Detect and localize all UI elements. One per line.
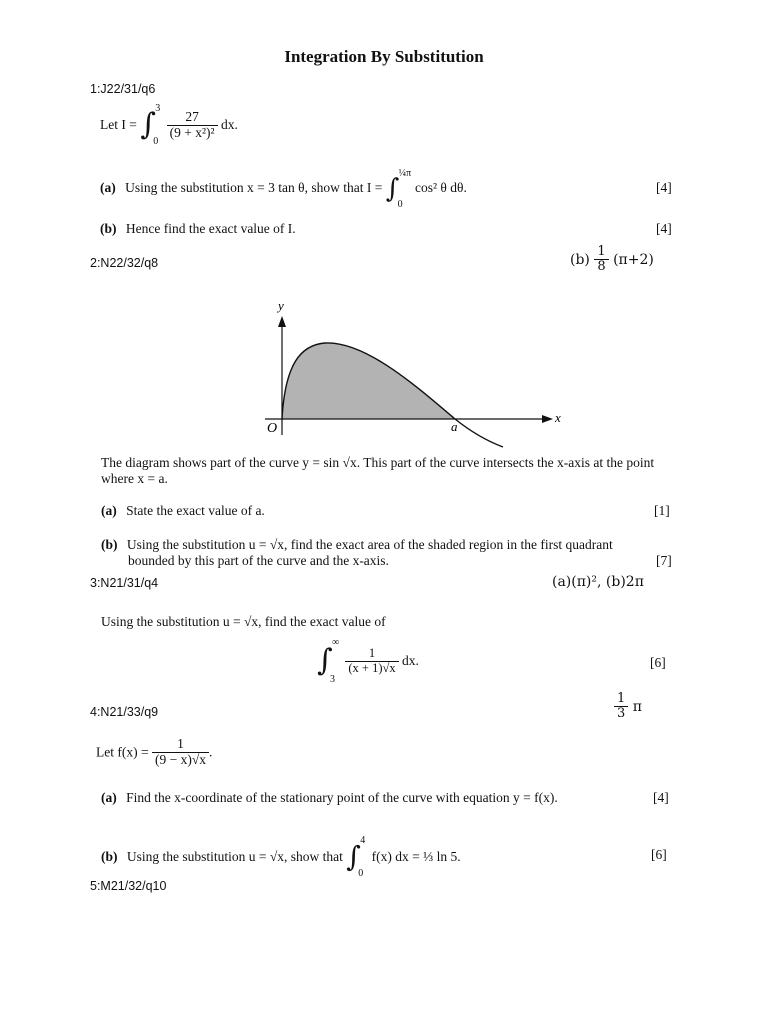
q2-part-b (101, 537, 613, 553)
q2-text-2: where x = a. (101, 471, 168, 486)
integral-sign: ∫ (317, 643, 333, 678)
q2-b-text-1: Using the substitution u = √x, find the exact area of the shaded region in the first quadrant (126, 537, 613, 552)
q1-a-integrand: cos² θ dθ. (414, 180, 467, 196)
q4-definition: Let f(x) = $\frac{1}{(9 - x)√x}$ . (96, 736, 213, 767)
q1-definition (100, 105, 238, 145)
q4-part-a (101, 790, 558, 806)
q4-b-text: Using the substitution u = √x, show that (126, 849, 343, 864)
q1-let: Let I = (100, 117, 137, 132)
question-2-ref: 2:N22/32/q8 (90, 256, 159, 270)
q1-answer-den: 8 (597, 259, 606, 275)
q1-answer-num: 1 (594, 245, 608, 260)
q1-part-b (100, 221, 296, 237)
origin-label: O (267, 421, 278, 436)
q2-b-text-2: bounded by this part of the curve and the x-axis. (128, 553, 389, 568)
q1-numerator: 27 (167, 110, 218, 126)
q4-a-marks: [4] (653, 790, 669, 805)
q4-let: Let f(x) = (96, 744, 149, 760)
q3-text: Using the substitution u = √x, find the exact value of (101, 614, 386, 629)
y-axis-label: y (278, 298, 284, 313)
q3-denominator: (x + 1)√x (348, 660, 396, 675)
q2-part-a (101, 503, 265, 519)
point-a-label: a (451, 419, 458, 434)
q1-answer (570, 245, 654, 275)
q1-b-text: Hence find the exact value of I. (125, 221, 296, 236)
q3-upper-limit: ∞ (332, 637, 340, 648)
q4-denominator: (9 − x)√x (154, 751, 206, 767)
question-3-ref: 3:N21/31/q4 (90, 576, 159, 590)
q2-a-label: (a) (101, 503, 117, 518)
q2-answer: (a)(π)², (b)2π (552, 574, 644, 590)
integral-sign: ∫ (385, 174, 400, 204)
q1-part-a (100, 168, 467, 210)
q1-answer-suffix: (π+2) (613, 251, 654, 268)
q2-b-label: (b) (101, 537, 118, 552)
page-title: Integration By Substitution (284, 47, 484, 66)
q1-denominator: (9 + x²)² (169, 124, 215, 140)
q2-b-marks: [7] (656, 553, 672, 568)
q3-integral (317, 637, 419, 685)
q3-dx: dx. (402, 653, 419, 668)
x-axis-arrow (542, 415, 553, 423)
q2-a-marks: [1] (654, 503, 670, 518)
q1-answer-prefix: (b) (570, 251, 590, 268)
integral-sign: ∫ (140, 107, 156, 142)
q1-a-lower-limit: 0 (397, 199, 403, 210)
q4-a-label: (a) (101, 790, 117, 805)
q1-b-label: (b) (100, 221, 117, 236)
q4-b-upper-limit: 4 (360, 835, 366, 846)
q1-b-marks: [4] (656, 221, 672, 236)
q1-a-marks: [4] (656, 180, 672, 195)
x-axis-label: x (555, 410, 561, 425)
q3-answer-den: 3 (617, 706, 626, 722)
q1-upper-limit: 3 (155, 103, 161, 114)
question-5-ref: 5:M21/32/q10 (90, 879, 167, 893)
q3-answer-num: 1 (614, 692, 628, 707)
q3-marks: [6] (650, 655, 666, 670)
q1-dx: dx. (220, 117, 238, 132)
q2-a-text: State the exact value of a. (126, 503, 265, 518)
q3-answer (614, 692, 642, 722)
q4-b-lower-limit: 0 (358, 868, 364, 879)
q1-a-upper-limit: ¼π (398, 168, 412, 179)
q3-numerator: 1 (345, 647, 398, 662)
q3-lower-limit: 3 (330, 674, 336, 685)
q1-lower-limit: 0 (153, 136, 159, 147)
q2-text-1: The diagram shows part of the curve y = sin √x. This part of the curve intersects the x-axis at the point (101, 455, 655, 470)
curve-diagram (255, 295, 575, 455)
q1-a-text: Using the substitution x = 3 tan θ, show that I = (125, 180, 383, 196)
integral-sign: ∫ (346, 840, 361, 873)
q4-a-text: Find the x-coordinate of the stationary point of the curve with equation y = f(x). (126, 790, 558, 805)
q4-b-marks: [6] (651, 847, 667, 862)
q3-answer-suffix: π (632, 698, 642, 715)
q4-b-label: (b) (101, 849, 118, 864)
question-1-ref: 1:J22/31/q6 (90, 82, 156, 96)
q4-b-integrand: f(x) dx = ⅓ ln 5. (371, 849, 461, 864)
q4-numerator: 1 (152, 737, 209, 753)
q1-a-label: (a) (100, 180, 116, 196)
question-4-ref: 4:N21/33/q9 (90, 705, 159, 719)
y-axis-arrow (278, 316, 286, 327)
q4-part-b (101, 835, 461, 879)
